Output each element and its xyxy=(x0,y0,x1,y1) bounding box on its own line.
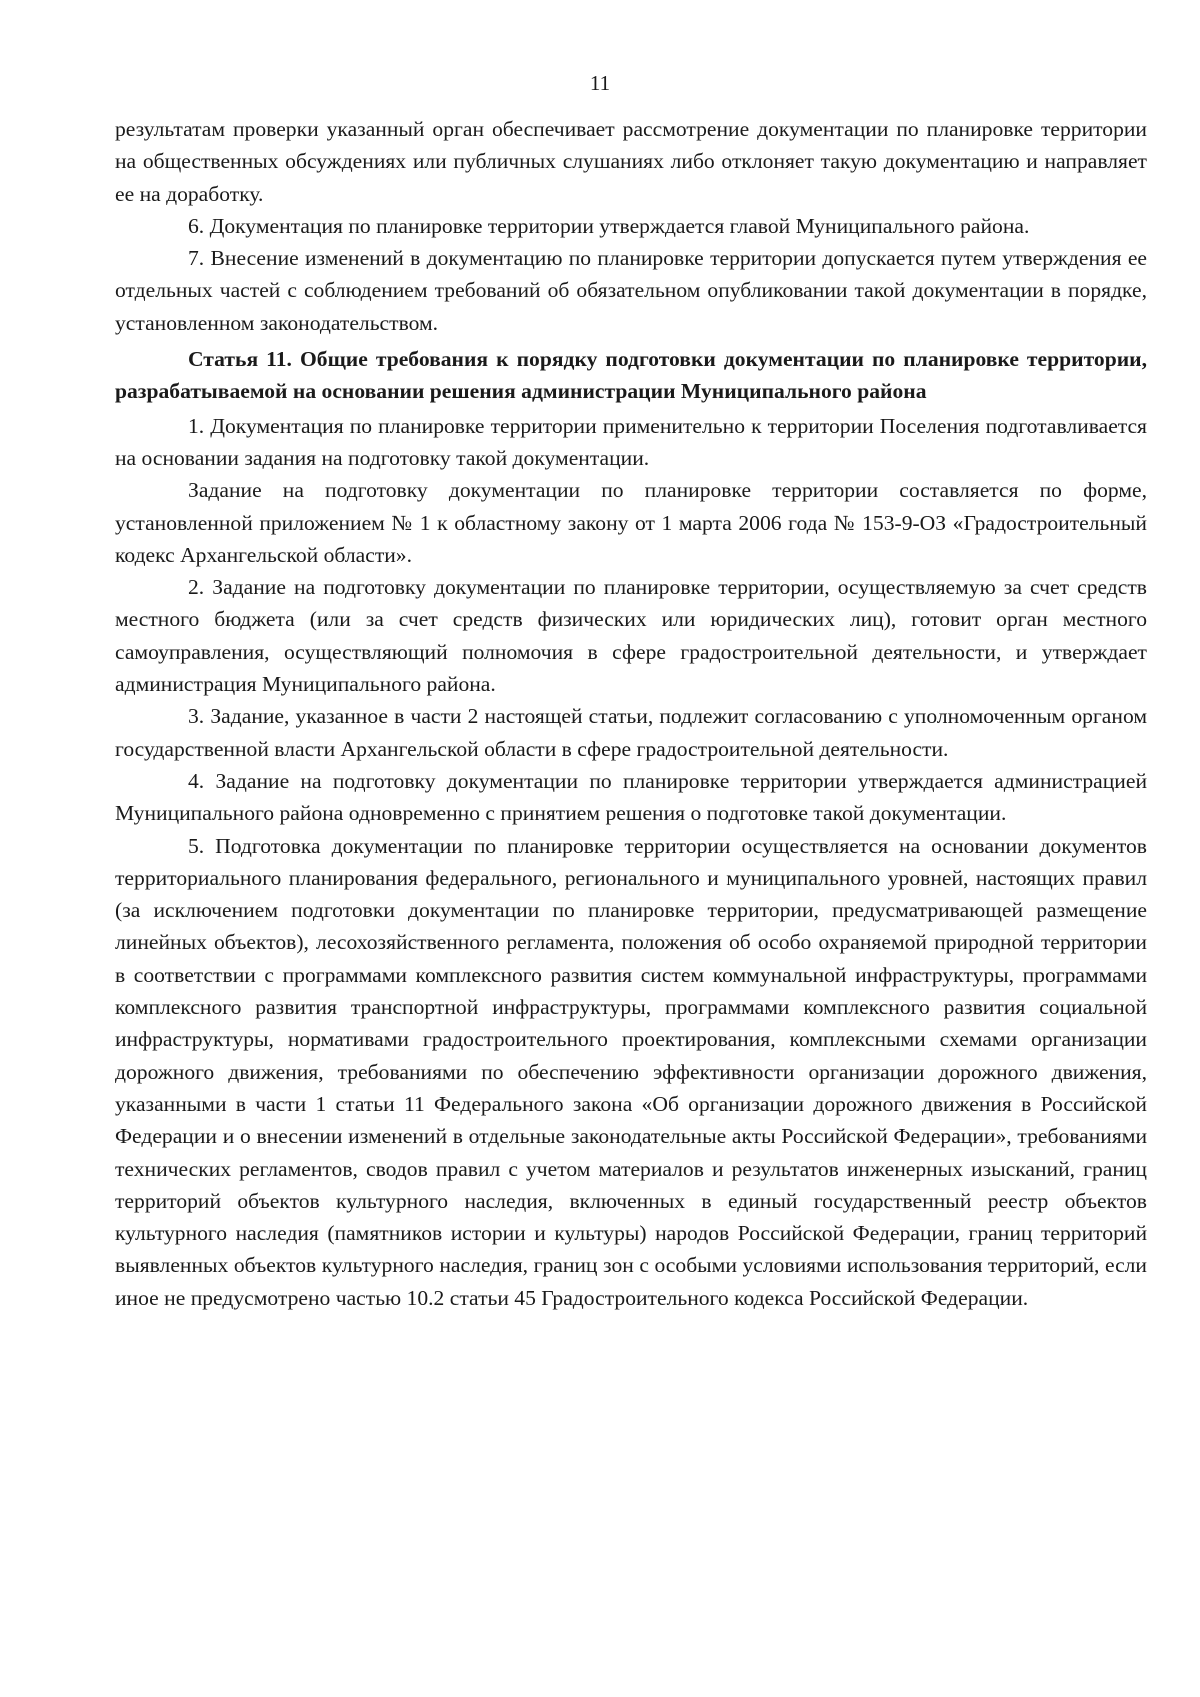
paragraph-item-6: 6. Документация по планировке территории утверждается главой Муниципального района. xyxy=(188,213,1030,238)
paragraph-item-3: 3. Задание, указанное в части 2 настоящей статьи, подлежит согласованию с уполномоченным органом государственной власти Архангельской области в сфере градостроительной деятельности. xyxy=(115,704,1147,761)
paragraph-item-7: 7. Внесение изменений в документацию по планировке территории допускается путем утверждения ее отдельных частей с соблюдением требований об обязательном опубликовании такой документации в порядке, установленном законодательством. xyxy=(115,246,1147,335)
paragraph-item-1: 1. Документация по планировке территории применительно к территории Поселения подготавливается на основании задания на подготовку такой документации. xyxy=(115,413,1147,470)
article-heading: Статья 11. Общие требования к порядку подготовки документации по планировке территории, разрабатываемой на основании решения администрации Муниципального района xyxy=(115,347,1147,404)
paragraph-item-2: 2. Задание на подготовку документации по планировке территории, осуществляемую за счет средств местного бюджета (или за счет средств физических или юридических лиц), готовит орган местного самоуправления, осуществляющий полномочия в сфере градостроительной деятельности, и утверждает администрация Муниципального района. xyxy=(115,575,1147,697)
paragraph-continuation: результатам проверки указанный орган обеспечивает рассмотрение документации по планировке территории на общественных обсуждениях или публичных слушаниях либо отклоняет такую документацию и направляет ее на доработку. xyxy=(115,117,1147,206)
document-body xyxy=(115,113,1147,1314)
paragraph-item-5: 5. Подготовка документации по планировке территории осуществляется на основании документов территориального планирования федерального, регионального и муниципального уровней, настоящих правил (за исключением подготовки документации по планировке территории, предусматривающей размещение линейных объектов), лесохозяйственного регламента, положения об особо охраняемой природной территории в соответствии с программами комплексного развития систем коммунальной инфраструктуры, программами комплексного развития транспортной инфраструктуры, программами комплексного развития социальной инфраструктуры, нормативами градостроительного проектирования, комплексными схемами организации дорожного движения, требованиями по обеспечению эффективности организации дорожного движения, указанными в части 1 статьи 11 Федерального закона «Об организации дорожного движения в Российской Федерации и о внесении изменений в отдельные законодательные акты Российской Федерации», требованиями технических регламентов, сводов правил с учетом материалов и результатов инженерных изысканий, границ территорий объектов культурного наследия, включенных в единый государственный реестр объектов культурного наследия (памятников истории и культуры) народов Российской Федерации, границ территорий выявленных объектов культурного наследия, границ зон с особыми условиями использования территорий, если иное не предусмотрено частью 10.2 статьи 45 Градостроительного кодекса Российской Федерации. xyxy=(115,833,1147,1310)
paragraph-task-form: Задание на подготовку документации по планировке территории составляется по форме, установленной приложением № 1 к областному закону от 1 марта 2006 года № 153-9-ОЗ «Градостроительный кодекс Архангельской области». xyxy=(115,478,1147,567)
paragraph-item-4: 4. Задание на подготовку документации по планировке территории утверждается администрацией Муниципального района одновременно с принятием решения о подготовке такой документации. xyxy=(115,768,1147,826)
page-number: 11 xyxy=(589,71,611,95)
